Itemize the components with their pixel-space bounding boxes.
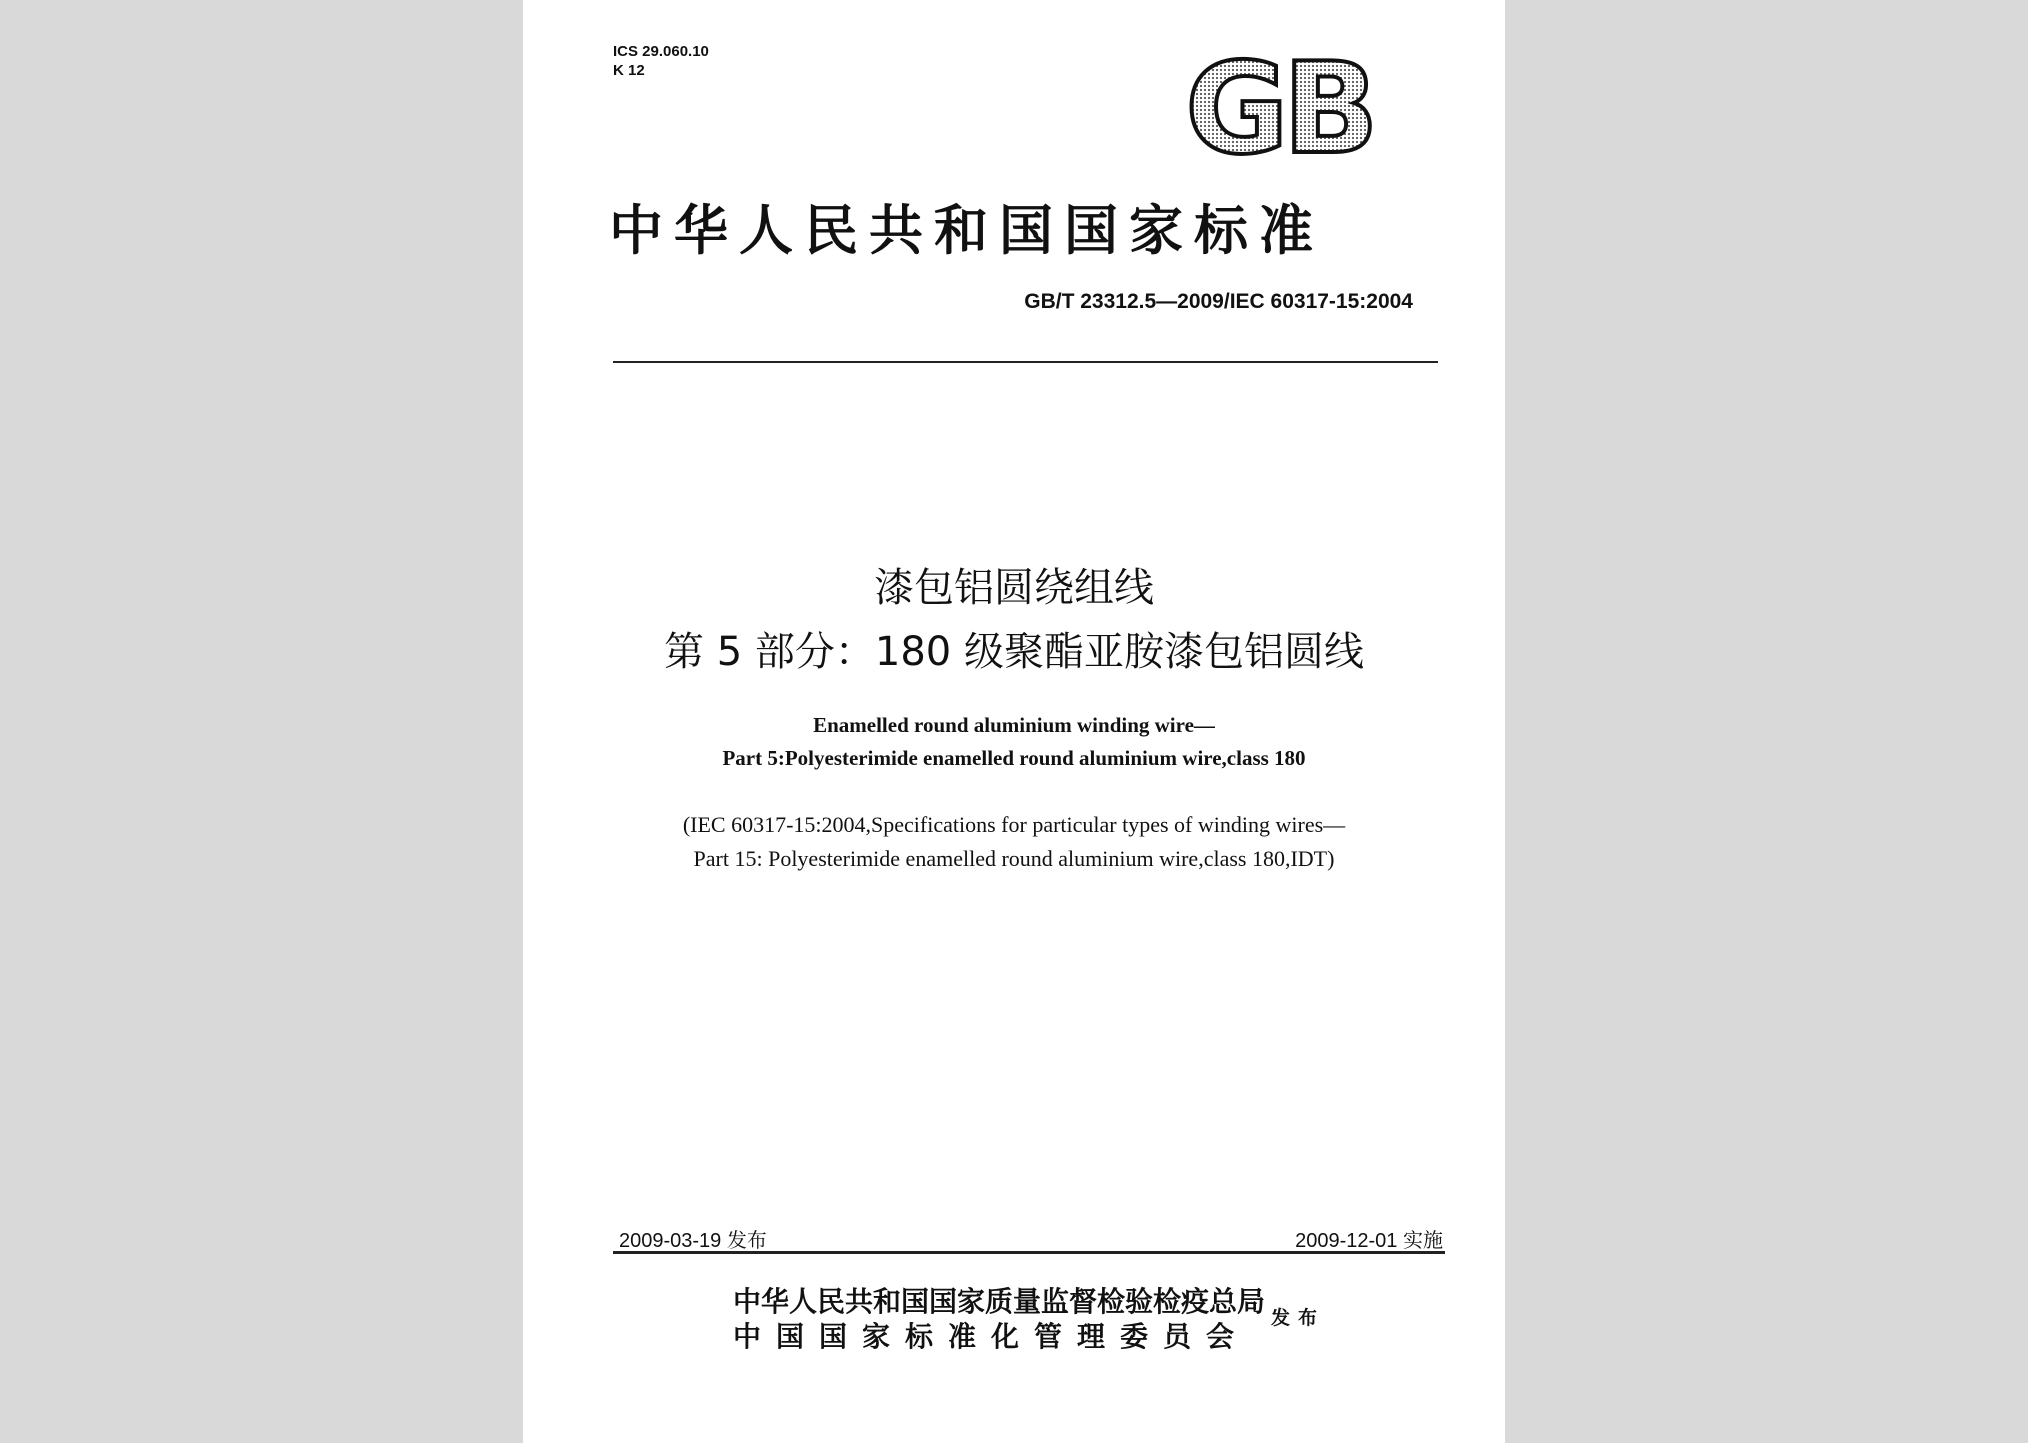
- issuer-line-2: 中国国家标准化管理委员会: [733, 1320, 1250, 1353]
- chinese-title-line-1: 漆包铝圆绕组线: [874, 565, 1154, 611]
- footer-divider: [613, 1251, 1445, 1254]
- iec-reference-line-2: Part 15: Polyesterimide enamelled round aluminium wire,class 180,IDT): [693, 846, 1335, 871]
- issuer-line-1: 中华人民共和国国家质量监督检验检疫总局: [733, 1285, 1266, 1318]
- english-title-line-2: Part 5:Polyesterimide enamelled round aluminium wire,class 180: [722, 746, 1306, 770]
- gb-logo: [1179, 52, 1379, 164]
- ics-code: ICS 29.060.10: [613, 43, 709, 60]
- ics-classification: [613, 42, 709, 80]
- english-title-line-1: Enamelled round aluminium winding wire—: [813, 713, 1215, 737]
- issue-word: 发布: [1271, 1307, 1326, 1329]
- issue-date: 2009-03-19 发布: [619, 1230, 767, 1252]
- ccs-code: K 12: [613, 62, 645, 79]
- implementation-date: 2009-12-01 实施: [1295, 1230, 1443, 1252]
- header-divider: [613, 361, 1438, 363]
- standard-number: GB/T 23312.5—2009/IEC 60317-15:2004: [1024, 290, 1413, 313]
- national-standard-title: 中华人民共和国国家标准: [609, 199, 1324, 262]
- standard-cover-page: [523, 0, 1505, 1443]
- chinese-title-line-2: 第 5 部分：180 级聚酯亚胺漆包铝圆线: [664, 629, 1364, 675]
- gb-logo-text: GB: [1185, 52, 1373, 164]
- iec-reference-line-1: (IEC 60317-15:2004,Specifications for particular types of winding wires—: [682, 812, 1346, 837]
